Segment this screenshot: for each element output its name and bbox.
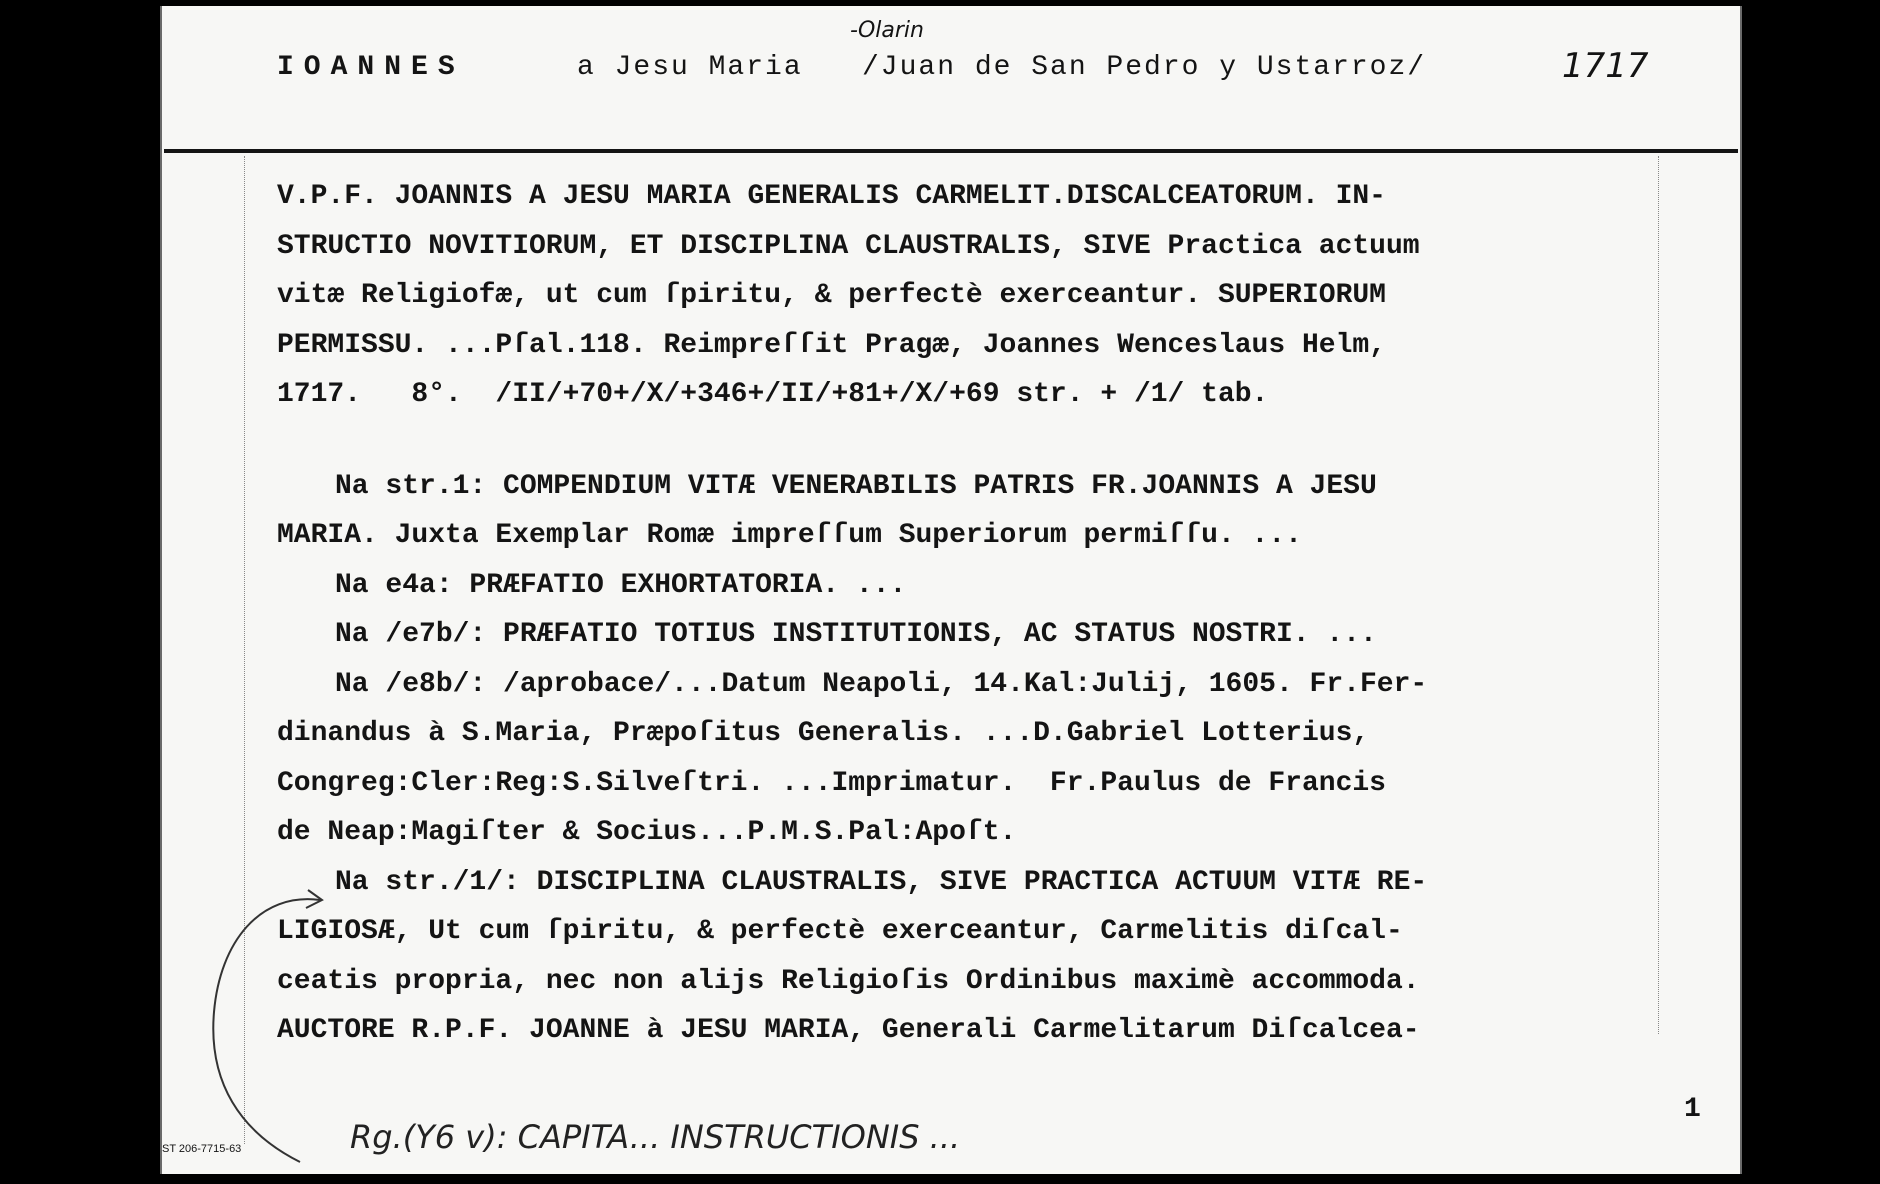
handwritten-arrow xyxy=(200,882,340,1172)
text-line: V.P.F. JOANNIS A JESU MARIA GENERALIS CARMELIT.DISCALCEATORUM. IN- xyxy=(277,181,1386,212)
author-name: IOANNES xyxy=(277,52,465,83)
text-line: Na /e8b/: /aprobace/...Datum Neapoli, 14.Kal:Julij, 1605. Fr.Fer- xyxy=(335,668,1428,700)
handwritten-note-top: -Olarin xyxy=(850,18,924,43)
text-line: 1717. 8°. /II/+70+/X/+346+/II/+81+/X/+69 str. + /1/ tab. xyxy=(277,379,1269,410)
card-stamp: ST 206-7715-63 xyxy=(162,1143,242,1155)
right-margin-line xyxy=(1658,156,1659,1034)
text-line: de Neap:Magiſter & Socius...P.M.S.Pal:Apoſt. xyxy=(277,817,1017,848)
text-line: MARIA. Juxta Exemplar Romæ impreſſum Superiorum permiſſu. ... xyxy=(277,520,1302,551)
bibliographic-text xyxy=(277,172,1647,1056)
text-line: Na e4a: PRÆFATIO EXHORTATORIA. ... xyxy=(335,569,907,601)
author-name-suffix: a Jesu Maria xyxy=(577,52,803,83)
text-line: STRUCTIO NOVITIORUM, ET DISCIPLINA CLAUSTRALIS, SIVE Practica actuum xyxy=(277,230,1420,262)
paragraph-gap xyxy=(277,420,1647,462)
text-line: PERMISSU. ...Pſal.118. Reimpreſſit Pragæ, Joannes Wenceslaus Helm, xyxy=(277,329,1386,361)
text-line: vitæ Religiofæ, ut cum ſpiritu, & perfectè exerceantur. SUPERIORUM xyxy=(277,280,1386,311)
text-line: Na str./1/: DISCIPLINA CLAUSTRALIS, SIVE PRACTICA ACTUUM VITÆ RE- xyxy=(335,866,1428,898)
text-line: LIGIOSÆ, Ut cum ſpiritu, & perfectè exerceantur, Carmelitis diſcal- xyxy=(277,916,1403,947)
text-line: dinandus à S.Maria, Præpoſitus Generalis. ...D.Gabriel Lotterius, xyxy=(277,718,1370,749)
header-rule xyxy=(164,149,1738,153)
handwritten-year: 1717 xyxy=(1562,46,1649,86)
page-number: 1 xyxy=(1684,1094,1701,1125)
author-alias: /Juan de San Pedro y Ustarroz/ xyxy=(862,52,1427,83)
catalog-card xyxy=(160,6,1742,1174)
text-line: AUCTORE R.P.F. JOANNE à JESU MARIA, Generali Carmelitarum Diſcalcea- xyxy=(277,1015,1420,1046)
text-line: Na /e7b/: PRÆFATIO TOTIUS INSTITUTIONIS, AC STATUS NOSTRI. ... xyxy=(335,619,1377,650)
text-line: ceatis propria, nec non alijs Religioſis Ordinibus maximè accommoda. xyxy=(277,965,1420,997)
handwritten-note-bottom: Rg.(Y6 v): CAPITA... INSTRUCTIONIS ... xyxy=(350,1118,961,1156)
text-line: Na str.1: COMPENDIUM VITÆ VENERABILIS PATRIS FR.JOANNIS A JESU xyxy=(335,470,1377,502)
text-line: Congreg:Cler:Reg:S.Silveſtri. ...Imprimatur. Fr.Paulus de Francis xyxy=(277,767,1386,799)
